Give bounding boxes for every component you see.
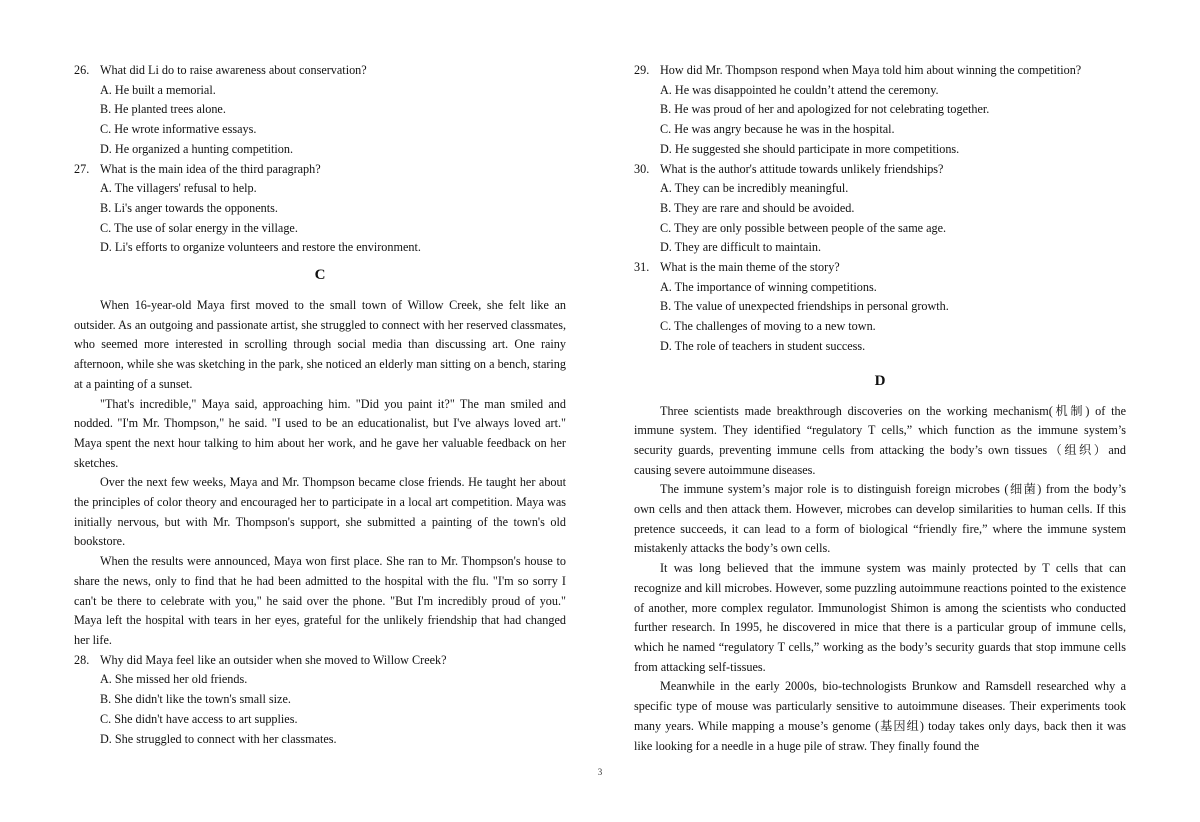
question-28: [74, 651, 566, 750]
passage-paragraph: The immune system’s major role is to distinguish foreign microbes (细菌) from the body’s own cells and then attack them. However, microbes can develop similarities to human cells. If this pretence succeeds, it can lead to a form of biological “friendly fire,” where the immune system mistakenly attacks the body’s own cells.: [634, 482, 1126, 556]
question-text: What did Li do to raise awareness about conservation?: [100, 63, 367, 77]
left-column: [74, 61, 566, 749]
passage-paragraph: Meanwhile in the early 2000s, bio-technologists Brunkow and Ramsdell researched why a specific type of mouse was particularly sensitive to autoimmune diseases. Their experiments took many years. While mapping a mouse’s genome (基因组) today takes only days, back then it was like looking for a needle in a huge pile of straw. They finally found the: [634, 679, 1126, 753]
question-text: What is the main idea of the third paragraph?: [100, 161, 321, 176]
passage-paragraph: "That's incredible," Maya said, approaching him. "Did you paint it?" The man smiled and nodded. "I'm Mr. Thompson," he said. "I used to be an educationalist, but I've always loved art." Maya spent the next hour talking to him about her work, and he gave her valuable feedback on her sketches.: [74, 396, 566, 470]
question-30: [634, 160, 1126, 259]
question-27: [74, 160, 566, 259]
question-text: How did Mr. Thompson respond when Maya told him about winning the competition?: [660, 63, 1082, 77]
section-d-title: D: [874, 372, 886, 389]
passage-paragraph: It was long believed that the immune system was mainly protected by T cells that can recognize and kill microbes. However, some puzzling autoimmune reactions pointed to the existence of another, more complex regulator. Immunologist Shimon is among the scientists who conducted further research. In 1995, he discovered in mice that there is a particular group of immune cells, which he named “regulatory T cells,” working as the body’s security guards that stop immune cells from attacking self-tissues.: [634, 561, 1126, 674]
question-26: [74, 61, 566, 160]
option-a: A. The villagers' refusal to help.: [100, 181, 257, 196]
option-d: D. The role of teachers in student success.: [660, 338, 866, 353]
option-a: A. He was disappointed he couldn’t attend the ceremony.: [660, 82, 939, 97]
question-number: 29.: [634, 63, 650, 77]
option-d: D. They are difficult to maintain.: [660, 240, 821, 255]
passage-d: [634, 402, 1126, 757]
question-stem: [74, 651, 566, 671]
option-d: D. He organized a hunting competition.: [100, 141, 294, 156]
option-c: C. He was angry because he was in the hospital.: [660, 122, 895, 137]
option-b: B. He planted trees alone.: [100, 102, 226, 117]
option-b: B. They are rare and should be avoided.: [660, 200, 855, 215]
option-a: A. She missed her old friends.: [100, 672, 248, 687]
question-stem: [634, 160, 1126, 180]
option-c: C. She didn't have access to art supplies.: [100, 711, 298, 726]
question-number: 26.: [74, 63, 90, 77]
option-b: B. Li's anger towards the opponents.: [100, 200, 278, 215]
option-d: D. Li's efforts to organize volunteers and restore the environment.: [100, 240, 421, 255]
passage-paragraph: Three scientists made breakthrough discoveries on the working mechanism(机制) of the immune system. They identified “regulatory T cells,” which function as the immune system’s security guards, preventing immune cells from attacking the body’s own tissues（组织）and causing severe autoimmune diseases.: [634, 403, 1126, 477]
page-number: 3: [597, 767, 603, 777]
right-column: [634, 61, 1126, 756]
question-31: [634, 258, 1126, 357]
question-number: 30.: [634, 161, 650, 176]
question-text: What is the author's attitude towards unlikely friendships?: [660, 161, 944, 176]
option-d: D. She struggled to connect with her classmates.: [100, 731, 337, 746]
question-stem: [634, 258, 1126, 278]
question-stem: [74, 160, 566, 180]
option-c: C. The use of solar energy in the village.: [100, 220, 298, 235]
option-c: C. They are only possible between people of the same age.: [660, 220, 947, 235]
option-b: B. The value of unexpected friendships in personal growth.: [660, 299, 949, 314]
question-stem: [634, 61, 1126, 81]
question-text: Why did Maya feel like an outsider when she moved to Willow Creek?: [100, 652, 447, 667]
question-number: 27.: [74, 161, 90, 176]
option-a: A. He built a memorial.: [100, 82, 216, 97]
passage-paragraph: When 16-year-old Maya first moved to the small town of Willow Creek, she felt like an outsider. As an outgoing and passionate artist, she struggled to connect with her reserved classmates, who seemed more interested in scrolling through social media than discussing art. One rainy afternoon, while she was sketching in the park, she noticed an elderly man sitting on a bench, staring at a painting of a sunset.: [74, 298, 566, 391]
section-c-title: C: [314, 267, 326, 284]
option-b: B. He was proud of her and apologized for not celebrating together.: [660, 102, 990, 117]
question-29: [634, 61, 1126, 160]
option-c: C. He wrote informative essays.: [100, 122, 257, 137]
option-a: A. The importance of winning competitions.: [660, 279, 877, 294]
option-a: A. They can be incredibly meaningful.: [660, 181, 849, 196]
passage-c: [74, 296, 566, 651]
option-b: B. She didn't like the town's small size.: [100, 692, 291, 707]
passage-paragraph: Over the next few weeks, Maya and Mr. Thompson became close friends. He taught her about the principles of color theory and encouraged her to participate in a local art competition. Maya was initially nervous, but with Mr. Thompson's support, she submitted a painting of the town's old bookstore.: [74, 475, 566, 549]
question-text: What is the main theme of the story?: [660, 260, 840, 275]
option-d: D. He suggested she should participate in more competitions.: [660, 141, 960, 156]
option-c: C. The challenges of moving to a new town.: [660, 319, 876, 334]
question-number: 31.: [634, 260, 650, 275]
question-stem: [74, 61, 566, 81]
question-number: 28.: [74, 652, 90, 667]
passage-paragraph: When the results were announced, Maya won first place. She ran to Mr. Thompson's house to share the news, only to find that he had been admitted to the hospital with the flu. "I'm so sorry I can't be there to celebrate with you," he said over the phone. "But I'm incredibly proud of you." Maya left the hospital with tears in her eyes, grateful for the unlikely friendship that had changed her life.: [74, 554, 566, 647]
